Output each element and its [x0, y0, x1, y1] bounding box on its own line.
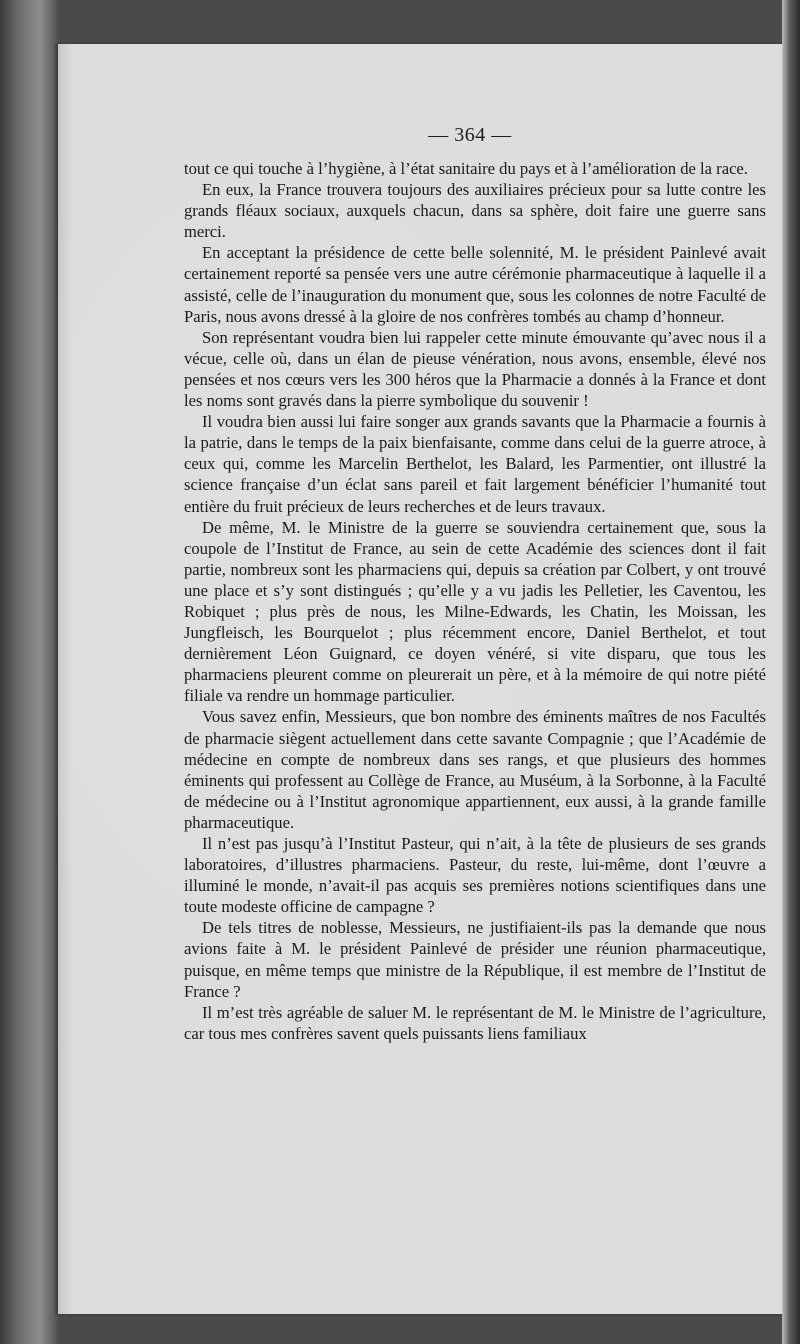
paragraph: Il voudra bien aussi lui faire songer aux grands savants que la Pharmacie a fournis à la patrie, dans le temps de la paix bienfaisante, comme dans celui de la guerre atroce, à ceux qui, comme les Marcelin Berthelot, les Balard, les Parmentier, ont illustré la science française d’un éclat sans pareil et fait largement bénéficier l’humanité tout entière du fruit précieux de leurs recherches et de leurs travaux.	[184, 412, 766, 516]
paragraph: Vous savez enfin, Messieurs, que bon nombre des éminents maîtres de nos Facultés de pharmacie siègent actuellement dans cette savante Compagnie ; que l’Académie de médecine en compte de nombreux dans ses rangs, et que plusieurs des hommes éminents qui professent au Collège de France, au Muséum, à la Sorbonne, à la Faculté de médecine ou à l’Institut agronomique appartiennent, eux aussi, à la grande famille pharmaceutique.	[184, 707, 766, 832]
paragraph: tout ce qui touche à l’hygiène, à l’état sanitaire du pays et à l’amélioration de la race.	[184, 159, 748, 178]
paragraph: Son représentant voudra bien lui rappeler cette minute émouvante qu’avec nous il a vécue, celle où, dans un élan de pieuse vénération, nous avons, ensemble, élevé nos pensées et nos cœurs vers les 300 héros que la Pharmacie a donnés à la France et dont les noms sont gravés dans la pierre symbolique du souvenir !	[184, 327, 766, 411]
page-body	[184, 158, 766, 1044]
paragraph: De tels titres de noblesse, Messieurs, ne justifiaient-ils pas la demande que nous avions faite à M. le président Painlevé de présider une réunion pharmaceutique, puisque, en même temps que ministre de la République, il est membre de l’Institut de France ?	[184, 918, 766, 1001]
paragraph: De même, M. le Ministre de la guerre se souviendra certainement que, sous la coupole de l’Institut de France, au sein de cette Académie des sciences dont il fait partie, nombreux sont les pharmaciens qui, depuis sa création par Colbert, y ont trouvé une place et s’y sont distingués ; qu’elle y a vu jadis les Pelletier, les Caventou, les Robiquet ; plus près de nous, les Milne-Edwards, les Chatin, les Moissan, les Jungfleisch, les Bourquelot ; plus récemment encore, Daniel Berthelot, et tout dernièrement Léon Guignard, ce doyen vénéré, si vite disparu, que tous les pharmaciens pleurent comme on pleurerait un père, et à la mémoire de qui notre piété filiale va rendre un hommage particulier.	[184, 517, 766, 706]
paragraph: Il m’est très agréable de saluer M. le représentant de M. le Ministre de l’agriculture, car tous mes confrères savent quels puissants liens familiaux	[184, 1002, 766, 1043]
paragraph: En acceptant la présidence de cette belle solennité, M. le président Painlevé avait certainement reporté sa pensée vers une autre cérémonie pharmaceutique à laquelle il a assisté, celle de l’inauguration du monument que, sous les colonnes de notre Faculté de Paris, nous avons dressé à la gloire de nos confrères tombés au champ d’honneur.	[184, 243, 766, 326]
paragraph: Il n’est pas jusqu’à l’Institut Pasteur, qui n’ait, à la tête de plusieurs de ses grands laboratoires, d’illustres pharmaciens. Pasteur, du reste, lui-même, dont l’œuvre a illuminé le monde, n’avait-il pas acquis ses premières notions scientifiques dans une toute modeste officine de campagne ?	[184, 834, 766, 917]
page-number: — 364 —	[428, 124, 512, 146]
page-binding-edge	[782, 0, 800, 1344]
paragraph: En eux, la France trouvera toujours des auxiliaires précieux pour sa lutte contre les grands fléaux sociaux, auxquels chacun, dans sa sphère, doit faire une guerre sans merci.	[184, 180, 766, 242]
